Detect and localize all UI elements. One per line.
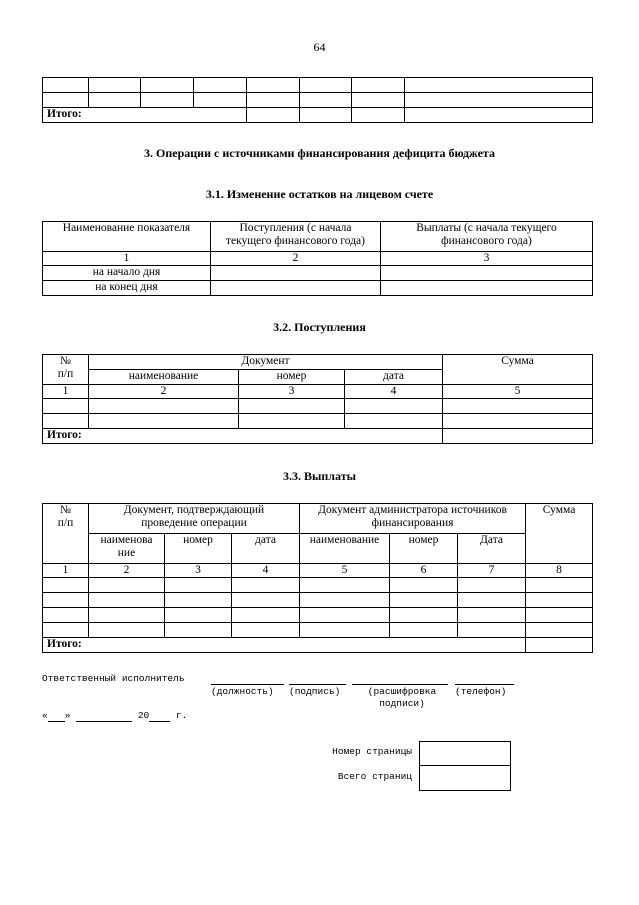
table-row (43, 78, 593, 93)
col-doc1-name: наименова ние (89, 534, 165, 564)
payments-table (42, 503, 593, 653)
col-sum: Сумма (526, 504, 593, 564)
receipts-table (42, 354, 593, 444)
col-doc1-date: дата (232, 534, 300, 564)
col-document: Документ (89, 355, 443, 370)
top-table (42, 77, 593, 123)
col-doc2-number: номер (390, 534, 458, 564)
day-blank (48, 711, 65, 722)
signature-line (289, 684, 346, 685)
total-pages-box[interactable] (419, 765, 511, 791)
col-administrator-document: Документ администратора источников финансирования (300, 504, 526, 534)
total-label: Итого: (43, 429, 443, 444)
total-row (43, 638, 593, 653)
decoding-caption: (расшифровка подписи) (367, 686, 437, 709)
responsible-executor-label: Ответственный исполнитель (42, 673, 185, 684)
table-row (43, 414, 593, 429)
row-end-of-day: на конец дня (43, 281, 211, 296)
table-header-row (43, 504, 593, 534)
col-sum: Сумма (443, 355, 593, 385)
table-header-row (43, 355, 593, 370)
page-number-label: Номер страницы (332, 746, 412, 757)
table-row (43, 93, 593, 108)
col-number: № п/п (43, 355, 89, 385)
col-doc2-date: Дата (458, 534, 526, 564)
total-row (43, 108, 593, 123)
position-caption: (должность) (211, 686, 274, 697)
col-doc-name: наименование (89, 370, 239, 385)
table-row (43, 623, 593, 638)
table-row: 1 2 3 4 5 6 7 8 (43, 564, 593, 578)
date-line: « » 20 г. (42, 710, 188, 721)
table-row (43, 281, 593, 296)
total-row (43, 429, 593, 444)
col-payments: Выплаты (с начала текущего финансового года) (381, 222, 593, 252)
table-row (43, 578, 593, 593)
phone-caption: (телефон) (455, 686, 507, 697)
position-line (211, 684, 284, 685)
table-row: 1 2 3 (43, 252, 593, 266)
col-confirming-document: Документ, подтверждающий проведение операции (89, 504, 300, 534)
table-row (43, 399, 593, 414)
section-3-3-title: 3.3. Выплаты (283, 469, 356, 483)
table-row (43, 593, 593, 608)
col-indicator-name: Наименование показателя (43, 222, 211, 252)
table-row: 1 2 3 4 5 (43, 385, 593, 399)
col-doc1-number: номер (165, 534, 232, 564)
col-number: № п/п (43, 504, 89, 564)
decoding-line (352, 684, 448, 685)
section-3-2-title: 3.2. Поступления (273, 320, 366, 334)
signature-caption: (подпись) (289, 686, 341, 697)
col-doc-date: дата (345, 370, 443, 385)
phone-line (455, 684, 514, 685)
section-3-title: 3. Операции с источниками финансирования дефицита бюджета (144, 146, 495, 160)
year-blank (149, 711, 170, 722)
table-header-row (43, 222, 593, 252)
col-doc2-name: наименование (300, 534, 390, 564)
total-label: Итого: (43, 638, 526, 653)
total-label: Итого: (43, 108, 247, 123)
table-row (43, 266, 593, 281)
col-receipts: Поступления (с начала текущего финансового года) (211, 222, 381, 252)
table-row (43, 608, 593, 623)
section-3-1-title: 3.1. Изменение остатков на лицевом счете (205, 187, 434, 201)
table-header-row (43, 534, 593, 564)
col-doc-number: номер (239, 370, 345, 385)
balance-table (42, 221, 593, 296)
page-number: 64 (313, 40, 326, 54)
row-start-of-day: на начало дня (43, 266, 211, 281)
page-number-box[interactable] (419, 741, 511, 766)
month-blank (76, 711, 132, 722)
total-pages-label: Всего страниц (337, 771, 412, 782)
